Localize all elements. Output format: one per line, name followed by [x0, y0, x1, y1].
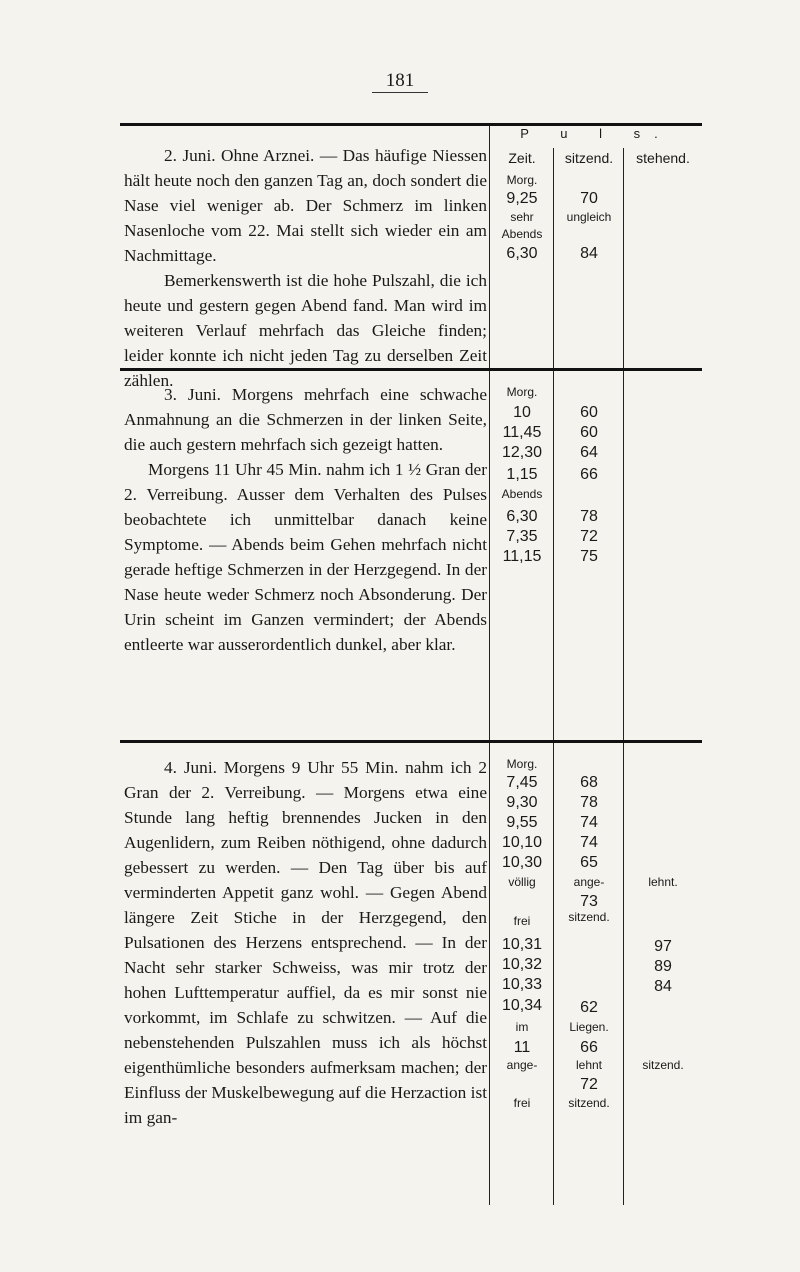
table-cell: lehnt.: [648, 875, 678, 889]
paragraph: 4. Juni. Morgens 9 Uhr 55 Min. nahm ich 2 Gran der 2. Verreibung. — Morgens etwa eine Stunde lang heftig brennendes Jucken in den Augenlidern, zum Reiben nöthigend, ohne dadurch gebessert zu werden. — Den Tag über bis auf verminderten Appetit ganz wohl. — Gegen Abend längere Zeit Stiche in der Herzgegend, den Pulsationen des Herzens entsprechend. — In der Nacht sehr starker Schweiss, was mir trotz der hohen Lufttemperatur auffiel, da es mir sonst nie vorkommt, im Schlafe zu schwitzen. — Auf die nebenstehenden Pulszahlen muss ich als höchst eigenthümliche besonders aufmerksam machen; der Einfluss der Muskelbewegung auf die Herzaction ist im gan-: [124, 758, 487, 1127]
header-sitting: sitzend.: [564, 150, 614, 166]
table-cell: 7,45: [506, 774, 538, 791]
entry-june-4: [124, 755, 487, 1130]
table-cell: 10,34: [501, 997, 543, 1014]
column-rule: [489, 743, 490, 1205]
table-cell: Abends: [501, 227, 543, 241]
table-cell: 11,45: [502, 424, 542, 441]
paragraph: Bemerkenswerth ist die hohe Pulszahl, die ich heute und gestern gegen Abend fand. Man wird im weiteren Verlauf mehrfach das Gleiche finden; leider konnte ich nicht jeden Tag zu derselben Zeit zählen.: [124, 271, 487, 390]
table-cell: 9,25: [506, 190, 538, 207]
table-cell: 65: [580, 854, 598, 871]
table-cell: 10,32: [501, 956, 543, 973]
table-cell: 60: [580, 424, 598, 441]
section-divider: [120, 740, 702, 743]
table-cell: 89: [654, 958, 672, 975]
header-time: Zeit.: [508, 150, 536, 166]
table-cell: 10,30: [501, 854, 543, 871]
table-cell: Liegen.: [569, 1020, 609, 1034]
table-cell: 1,15: [506, 466, 538, 483]
table-cell: 10,10: [501, 834, 543, 851]
table-cell: 75: [580, 548, 598, 565]
table-cell: 12,30: [501, 444, 543, 461]
table-cell: 9,30: [506, 794, 538, 811]
pulse-table-title: P u l s.: [520, 126, 672, 141]
table-cell: Morg.: [506, 173, 538, 187]
table-cell: 11: [513, 1039, 531, 1056]
table-cell: 78: [580, 794, 598, 811]
entry-june-3: [124, 382, 487, 657]
page-number-underline: [372, 92, 428, 93]
entry-june-2: [124, 143, 487, 393]
table-cell: 11,15: [502, 548, 542, 565]
table-cell: 84: [580, 245, 598, 262]
paragraph: 2. Juni. Ohne Arznei. — Das häufige Niessen hält heute noch den ganzen Tag an, doch sondert die Nase viel weniger ab. Der Schmerz im linken Nasenloche vom 22. Mai stellt sich wieder ein am Nachmittage.: [124, 146, 487, 265]
table-cell: 74: [580, 834, 598, 851]
table-cell: frei: [513, 1096, 531, 1110]
table-cell: 6,30: [506, 245, 538, 262]
table-cell: sitzend.: [568, 1096, 610, 1110]
table-cell: Abends: [501, 487, 543, 501]
table-cell: 72: [580, 528, 598, 545]
table-cell: 9,55: [506, 814, 538, 831]
paragraph: Morgens 11 Uhr 45 Min. nahm ich 1 ½ Gran der 2. Verreibung. Ausser dem Verhalten des Pulses beobachtete ich unmittelbar danach keine Symptome. — Abends beim Gehen mehrfach nicht gerade heftige Schmerzen in der Herzgegend. In der Nase heute weder Schmerz noch Absonderung. Der Urin scheint im Ganzen vermindert; der Abends entleerte war ausserordentlich dunkel, aber klar.: [124, 460, 487, 654]
table-cell: 66: [580, 466, 598, 483]
table-cell: Morg.: [506, 385, 538, 399]
table-cell: völlig: [508, 875, 536, 889]
table-cell: ungleich: [566, 210, 612, 224]
table-cell: 62: [580, 999, 598, 1016]
paragraph: 3. Juni. Morgens mehrfach eine schwache Anmahnung an die Schmerzen in der linken Seite, die auch gestern mehrfach sich gezeigt hatten.: [124, 385, 487, 454]
table-cell: lehnt: [575, 1058, 603, 1072]
table-cell: 97: [654, 938, 672, 955]
table-cell: sehr: [510, 210, 534, 224]
table-cell: 66: [580, 1039, 598, 1056]
table-cell: 72: [580, 1076, 598, 1093]
table-cell: 73: [580, 893, 598, 910]
table-cell: 6,30: [506, 508, 538, 525]
table-cell: 10: [513, 404, 531, 421]
table-cell: 84: [654, 978, 672, 995]
header-standing: stehend.: [636, 150, 690, 166]
table-cell: 70: [580, 190, 598, 207]
table-cell: 60: [580, 404, 598, 421]
table-cell: ange-: [506, 1058, 538, 1072]
table-cell: 78: [580, 508, 598, 525]
table-cell: Morg.: [506, 757, 538, 771]
column-rule: [553, 743, 554, 1205]
table-cell: 10,33: [501, 976, 543, 993]
table-cell: frei: [513, 914, 531, 928]
table-cell: 64: [580, 444, 598, 461]
table-cell: sitzend.: [568, 910, 610, 924]
table-cell: ange-: [573, 875, 605, 889]
table-cell: 74: [580, 814, 598, 831]
table-cell: 10,31: [501, 936, 543, 953]
table-cell: sitzend.: [642, 1058, 684, 1072]
table-cell: im: [515, 1020, 529, 1034]
page-number: 181: [385, 70, 415, 91]
table-cell: 68: [580, 774, 598, 791]
table-cell: 7,35: [506, 528, 538, 545]
